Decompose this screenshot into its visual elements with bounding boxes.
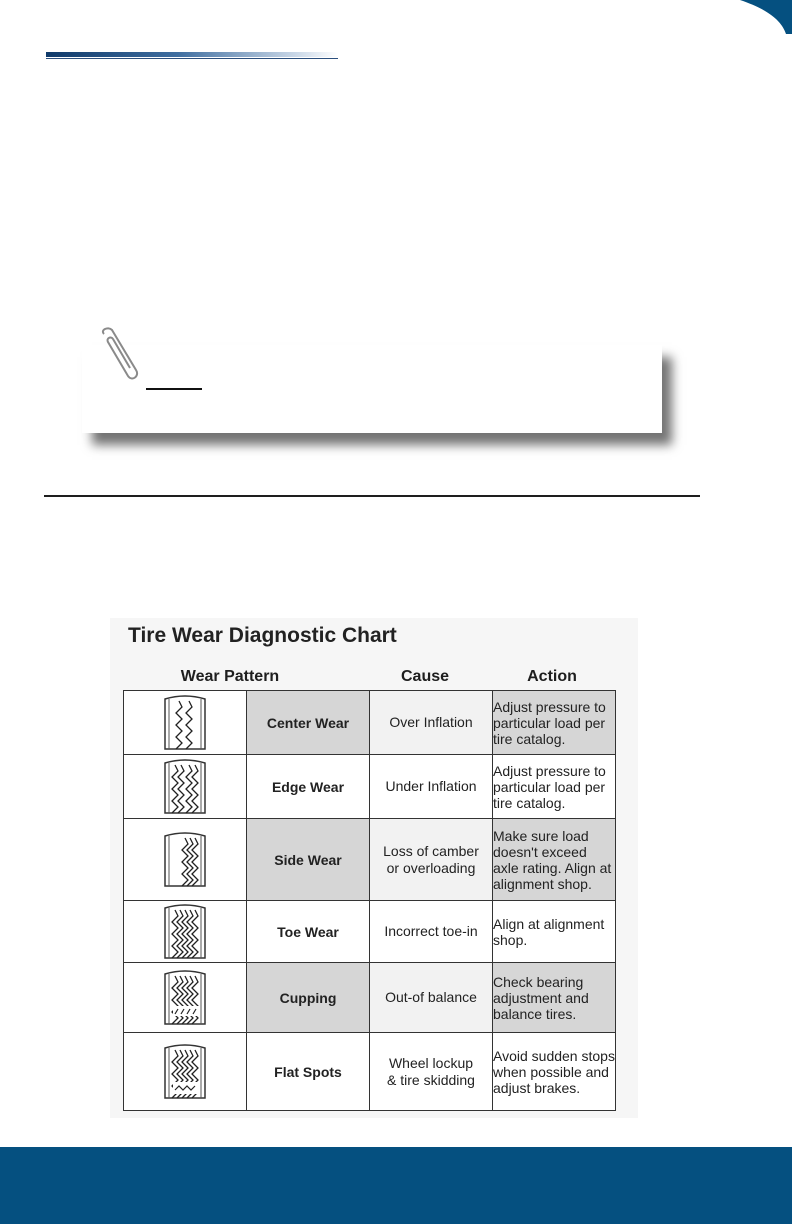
- cause-line: Incorrect toe-in: [384, 923, 478, 939]
- wear-pattern-name: Toe Wear: [247, 901, 370, 963]
- table-row: [124, 691, 616, 755]
- footer-band: [0, 1147, 792, 1224]
- column-header-pattern: Wear Pattern: [180, 668, 280, 685]
- cause-line: Out-of balance: [385, 989, 477, 1005]
- wear-pattern-image: [124, 963, 247, 1033]
- wear-pattern-image: [124, 691, 247, 755]
- wear-pattern-name: Edge Wear: [247, 755, 370, 819]
- flat-spots-icon: [159, 1044, 211, 1100]
- wear-pattern-name: Side Wear: [247, 819, 370, 901]
- wear-pattern-image: [124, 1033, 247, 1111]
- wear-pattern-name: Flat Spots: [247, 1033, 370, 1111]
- wear-action: Check bearing adjustment and balance tires.: [493, 963, 616, 1033]
- cupping-icon: [159, 970, 211, 1026]
- cause-line: & tire skidding: [387, 1071, 475, 1088]
- wear-cause: [370, 1033, 493, 1111]
- paperclip-icon: [96, 326, 142, 382]
- chart-title: Tire Wear Diagnostic Chart: [128, 624, 397, 647]
- table-row: [124, 901, 616, 963]
- note-label-underline: [146, 388, 202, 390]
- wear-cause: [370, 819, 493, 901]
- column-header-action: Action: [527, 668, 577, 685]
- table-row: [124, 1033, 616, 1111]
- edge-wear-icon: [159, 759, 211, 815]
- wear-pattern-image: [124, 901, 247, 963]
- wear-cause: [370, 901, 493, 963]
- wear-cause: [370, 755, 493, 819]
- column-header-cause: Cause: [400, 668, 450, 685]
- wear-cause: [370, 691, 493, 755]
- table-row: [124, 819, 616, 901]
- wear-cause: [370, 963, 493, 1033]
- tire-wear-chart: [110, 618, 638, 1118]
- cause-line: Over Inflation: [389, 714, 473, 730]
- wear-pattern-name: Center Wear: [247, 691, 370, 755]
- side-wear-icon: [159, 832, 211, 888]
- wear-action: Adjust pressure to particular load per tire catalog.: [493, 755, 616, 819]
- wear-action: Make sure load doesn't exceed axle rating. Align at alignment shop.: [493, 819, 616, 901]
- wear-pattern-image: [124, 819, 247, 901]
- wear-pattern-name: Cupping: [247, 963, 370, 1033]
- wear-action: Adjust pressure to particular load per tire catalog.: [493, 691, 616, 755]
- toe-wear-icon: [159, 904, 211, 960]
- table-row: [124, 755, 616, 819]
- table-row: [124, 963, 616, 1033]
- header-swoosh: [0, 0, 792, 60]
- cause-line: Wheel lockup: [388, 1054, 474, 1071]
- wear-action: Avoid sudden stops when possible and adjust brakes.: [493, 1033, 616, 1111]
- cause-line: Under Inflation: [385, 778, 477, 794]
- cause-line: or overloading: [386, 859, 476, 876]
- header-rule: [46, 52, 338, 60]
- section-divider: [44, 495, 700, 497]
- center-wear-icon: [159, 695, 211, 751]
- wear-pattern-image: [124, 755, 247, 819]
- wear-table: [123, 690, 616, 1111]
- cause-line: Loss of camber: [383, 842, 479, 859]
- wear-action: Align at alignment shop.: [493, 901, 616, 963]
